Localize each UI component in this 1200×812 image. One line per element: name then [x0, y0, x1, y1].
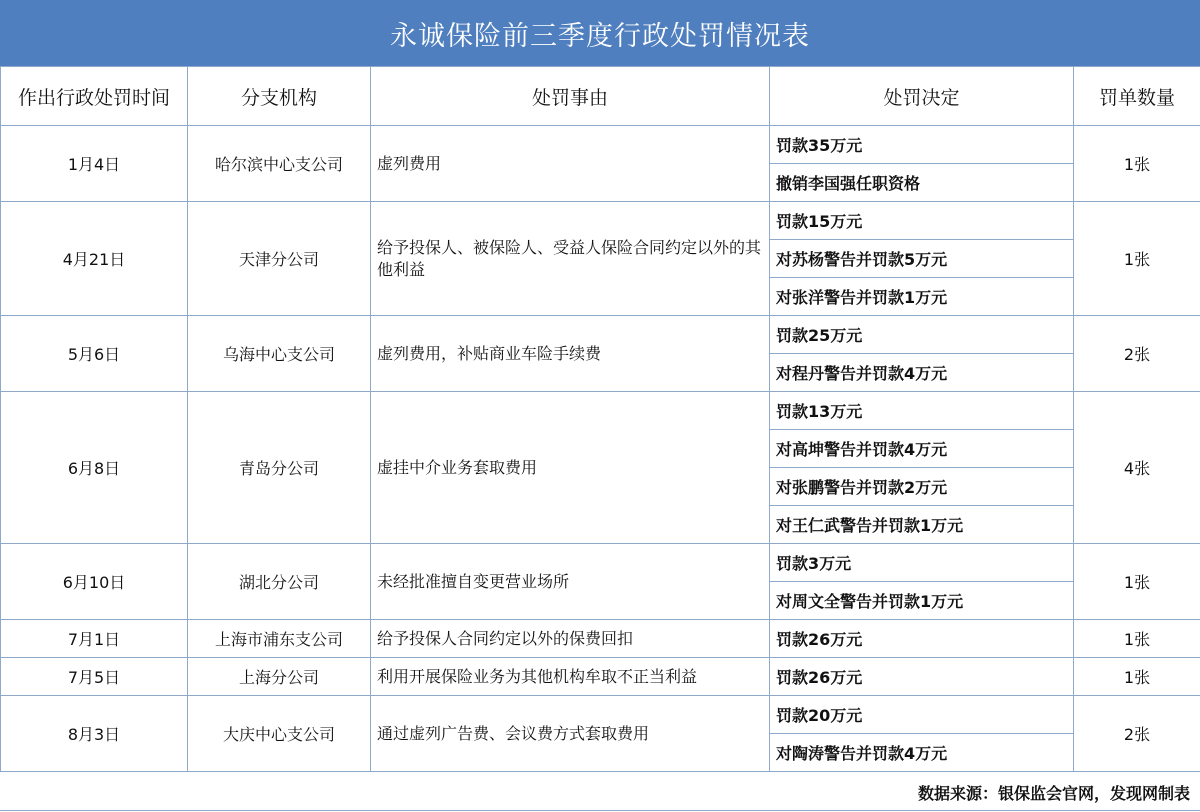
cell-decision: 对苏杨警告并罚款5万元: [770, 240, 1074, 278]
cell-time: 1月4日: [1, 126, 188, 202]
header-reason: 处罚事由: [371, 67, 770, 126]
cell-reason: 利用开展保险业务为其他机构牟取不正当利益: [371, 658, 770, 696]
cell-count: 1张: [1074, 544, 1200, 620]
cell-count: 1张: [1074, 126, 1200, 202]
cell-branch: 哈尔滨中心支公司: [188, 126, 371, 202]
cell-reason: 虚列费用，补贴商业车险手续费: [371, 316, 770, 392]
table-row: [1, 316, 1200, 354]
cell-decision: 罚款26万元: [770, 620, 1074, 658]
cell-time: 5月6日: [1, 316, 188, 392]
table-row: [1, 696, 1200, 734]
cell-reason: 给予投保人、被保险人、受益人保险合同约定以外的其他利益: [371, 202, 770, 316]
cell-decision: 对周文全警告并罚款1万元: [770, 582, 1074, 620]
cell-time: 7月5日: [1, 658, 188, 696]
cell-reason: 虚挂中介业务套取费用: [371, 392, 770, 544]
source-note: 数据来源：银保监会官网，发现网制表: [917, 783, 1190, 803]
cell-decision: 罚款15万元: [770, 202, 1074, 240]
cell-time: 6月8日: [1, 392, 188, 544]
cell-branch: 上海市浦东支公司: [188, 620, 371, 658]
table-row: [1, 544, 1200, 582]
bottom-rule: [0, 810, 1200, 811]
table-row: [1, 620, 1200, 658]
penalty-table: [0, 66, 1200, 772]
cell-decision: 对陶涛警告并罚款4万元: [770, 734, 1074, 772]
cell-count: 1张: [1074, 658, 1200, 696]
table-title: 永诚保险前三季度行政处罚情况表: [0, 0, 1200, 67]
cell-time: 8月3日: [1, 696, 188, 772]
cell-branch: 上海分公司: [188, 658, 371, 696]
cell-reason: 未经批准擅自变更营业场所: [371, 544, 770, 620]
cell-count: 2张: [1074, 696, 1200, 772]
table-row: [1, 658, 1200, 696]
header-count: 罚单数量: [1074, 67, 1200, 126]
cell-decision: 罚款3万元: [770, 544, 1074, 582]
cell-decision: 罚款26万元: [770, 658, 1074, 696]
cell-count: 1张: [1074, 202, 1200, 316]
cell-decision: 对张洋警告并罚款1万元: [770, 278, 1074, 316]
cell-reason: 给予投保人合同约定以外的保费回扣: [371, 620, 770, 658]
cell-count: 2张: [1074, 316, 1200, 392]
header-row: [1, 67, 1200, 126]
cell-branch: 乌海中心支公司: [188, 316, 371, 392]
table-row: [1, 202, 1200, 240]
cell-branch: 大庆中心支公司: [188, 696, 371, 772]
cell-time: 7月1日: [1, 620, 188, 658]
cell-count: 1张: [1074, 620, 1200, 658]
table-row: [1, 126, 1200, 164]
cell-count: 4张: [1074, 392, 1200, 544]
cell-decision: 撤销李国强任职资格: [770, 164, 1074, 202]
header-branch: 分支机构: [188, 67, 371, 126]
cell-decision: 对程丹警告并罚款4万元: [770, 354, 1074, 392]
header-time: 作出行政处罚时间: [1, 67, 188, 126]
cell-branch: 天津分公司: [188, 202, 371, 316]
cell-branch: 青岛分公司: [188, 392, 371, 544]
cell-reason: 通过虚列广告费、会议费方式套取费用: [371, 696, 770, 772]
cell-branch: 湖北分公司: [188, 544, 371, 620]
cell-decision: 罚款20万元: [770, 696, 1074, 734]
cell-reason: 虚列费用: [371, 126, 770, 202]
table-row: [1, 392, 1200, 430]
cell-decision: 罚款25万元: [770, 316, 1074, 354]
cell-decision: 罚款13万元: [770, 392, 1074, 430]
cell-decision: 罚款35万元: [770, 126, 1074, 164]
cell-time: 6月10日: [1, 544, 188, 620]
cell-decision: 对高坤警告并罚款4万元: [770, 430, 1074, 468]
header-decision: 处罚决定: [770, 67, 1074, 126]
table-body: [1, 126, 1200, 772]
cell-time: 4月21日: [1, 202, 188, 316]
cell-decision: 对张鹏警告并罚款2万元: [770, 468, 1074, 506]
cell-decision: 对王仁武警告并罚款1万元: [770, 506, 1074, 544]
